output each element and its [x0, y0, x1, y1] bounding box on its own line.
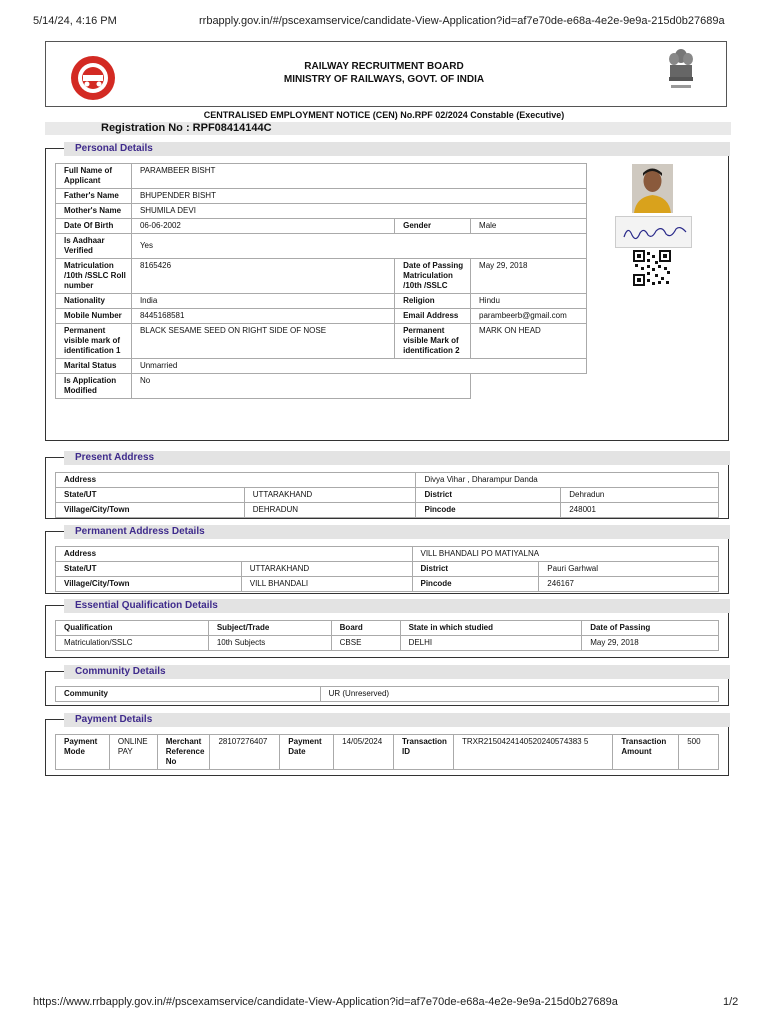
table-row: [56, 309, 587, 324]
transaction-amount-value: 500: [679, 735, 719, 770]
qr-code-icon: [633, 250, 671, 286]
state-value: UTTARAKHAND: [241, 562, 412, 577]
column-header: Subject/Trade: [208, 621, 331, 636]
address-value: VILL BHANDALI PO MATIYALNA: [412, 547, 719, 562]
pincode-value: 246167: [539, 577, 719, 592]
table-row: [56, 219, 587, 234]
marital-value: Unmarried: [131, 359, 586, 374]
mark1-label: Permanent visible mark of identification 1: [56, 324, 132, 359]
district-label: District: [412, 562, 539, 577]
print-datetime: 5/14/24, 4:16 PM: [33, 15, 117, 27]
table-row: [56, 294, 587, 309]
page-url-footer: https://www.rrbapply.gov.in/#/pscexamservice/candidate-View-Application?id=af7e70de-e68a-4e2e-9e9a-215d0b27689a: [33, 996, 618, 1008]
table-row: [56, 204, 587, 219]
table-row: [56, 547, 719, 562]
state-value: UTTARAKHAND: [244, 488, 416, 503]
table-cell: 10th Subjects: [208, 636, 331, 651]
address-label: Address: [56, 547, 413, 562]
aadhaar-label: Is Aadhaar Verified: [56, 234, 132, 259]
table-row: [56, 324, 587, 359]
payment-date-value: 14/05/2024: [334, 735, 394, 770]
table-row: [56, 488, 719, 503]
table-row: [56, 359, 587, 374]
mother-value: SHUMILA DEVI: [131, 204, 586, 219]
email-label: Email Address: [395, 309, 471, 324]
dob-label: Date Of Birth: [56, 219, 132, 234]
merchant-ref-value: 28107276407: [210, 735, 280, 770]
marital-label: Marital Status: [56, 359, 132, 374]
column-header: Date of Passing: [582, 621, 719, 636]
gender-value: Male: [471, 219, 587, 234]
table-row: [56, 636, 719, 651]
notice-title: CENTRALISED EMPLOYMENT NOTICE (CEN) No.RPF 02/2024 Constable (Executive): [203, 110, 565, 120]
modified-label: Is Application Modified: [56, 374, 132, 399]
state-label: State/UT: [56, 488, 245, 503]
table-row: [56, 164, 587, 189]
table-cell: DELHI: [400, 636, 582, 651]
religion-value: Hindu: [471, 294, 587, 309]
community-label: Community: [56, 687, 321, 702]
email-value: parambeerb@gmail.com: [471, 309, 587, 324]
section-title: Payment Details: [75, 714, 153, 725]
table-row: [56, 562, 719, 577]
table-row: [56, 735, 719, 770]
district-label: District: [416, 488, 561, 503]
state-label: State/UT: [56, 562, 242, 577]
transaction-id-value: TRXR2150424140520240574383 5: [453, 735, 612, 770]
matric-roll-value: 8165426: [131, 259, 394, 294]
pincode-value: 248001: [561, 503, 719, 518]
village-value: DEHRADUN: [244, 503, 416, 518]
section-title: Essential Qualification Details: [75, 600, 218, 611]
page-url: rrbapply.gov.in/#/pscexamservice/candidate-View-Application?id=af7e70de-e68a-4e2e-9e9a-215d0b27689a: [199, 15, 725, 27]
section-title: Present Address: [75, 452, 155, 463]
org-subtitle: MINISTRY OF RAILWAYS, GOVT. OF INDIA: [283, 74, 485, 85]
payment-mode-value: ONLINE PAY: [109, 735, 157, 770]
section-title: Community Details: [75, 666, 166, 677]
registration-number: Registration No : RPF08414144C: [101, 122, 272, 134]
page-number: 1/2: [723, 996, 739, 1008]
community-value: UR (Unreserved): [320, 687, 718, 702]
nationality-label: Nationality: [56, 294, 132, 309]
section-title: Personal Details: [75, 143, 153, 154]
qualification-table: [55, 620, 719, 651]
father-label: Father's Name: [56, 189, 132, 204]
table-cell: Matriculation/SSLC: [56, 636, 209, 651]
payment-table: [55, 734, 719, 770]
table-row: [56, 687, 719, 702]
district-value: Pauri Garhwal: [539, 562, 719, 577]
mark2-label: Permanent visible Mark of identification 2: [395, 324, 471, 359]
payment-date-label: Payment Date: [280, 735, 334, 770]
table-cell: May 29, 2018: [582, 636, 719, 651]
father-value: BHUPENDER BISHT: [131, 189, 586, 204]
table-row: [56, 374, 587, 399]
address-label: Address: [56, 473, 416, 488]
modified-value: No: [131, 374, 470, 399]
mother-label: Mother's Name: [56, 204, 132, 219]
personal-details-table: [55, 163, 587, 399]
present-address-table: [55, 472, 719, 518]
village-value: VILL BHANDALI: [241, 577, 412, 592]
pincode-label: Pincode: [416, 503, 561, 518]
village-label: Village/City/Town: [56, 577, 242, 592]
applicant-photo: [632, 164, 673, 213]
mobile-value: 8445168581: [131, 309, 394, 324]
applicant-signature: [615, 216, 692, 248]
section-title: Permanent Address Details: [75, 526, 205, 537]
pincode-label: Pincode: [412, 577, 539, 592]
merchant-ref-label: Merchant Reference No: [157, 735, 210, 770]
aadhaar-value: Yes: [131, 234, 586, 259]
gender-label: Gender: [395, 219, 471, 234]
table-row: [56, 259, 587, 294]
column-header: Board: [331, 621, 400, 636]
address-value: Divya Vihar , Dharampur Danda: [416, 473, 719, 488]
transaction-amount-label: Transaction Amount: [613, 735, 679, 770]
transaction-id-label: Transaction ID: [393, 735, 453, 770]
national-emblem-icon: [666, 47, 696, 93]
passing-date-label: Date of Passing Matriculation /10th /SSLC: [395, 259, 471, 294]
table-header-row: [56, 621, 719, 636]
mark1-value: BLACK SESAME SEED ON RIGHT SIDE OF NOSE: [131, 324, 394, 359]
district-value: Dehradun: [561, 488, 719, 503]
mobile-label: Mobile Number: [56, 309, 132, 324]
passing-date-value: May 29, 2018: [471, 259, 587, 294]
community-table: [55, 686, 719, 702]
nationality-value: India: [131, 294, 394, 309]
full-name-label: Full Name of Applicant: [56, 164, 132, 189]
mark2-value: MARK ON HEAD: [471, 324, 587, 359]
table-row: [56, 503, 719, 518]
village-label: Village/City/Town: [56, 503, 245, 518]
table-row: [56, 234, 587, 259]
dob-value: 06-06-2002: [131, 219, 394, 234]
org-title: RAILWAY RECRUITMENT BOARD: [304, 61, 464, 72]
religion-label: Religion: [395, 294, 471, 309]
full-name-value: PARAMBEER BISHT: [131, 164, 586, 189]
table-row: [56, 577, 719, 592]
table-row: [56, 189, 587, 204]
table-row: [56, 473, 719, 488]
table-cell: CBSE: [331, 636, 400, 651]
column-header: State in which studied: [400, 621, 582, 636]
matric-roll-label: Matriculation /10th /SSLC Roll number: [56, 259, 132, 294]
permanent-address-table: [55, 546, 719, 592]
payment-mode-label: Payment Mode: [56, 735, 110, 770]
column-header: Qualification: [56, 621, 209, 636]
